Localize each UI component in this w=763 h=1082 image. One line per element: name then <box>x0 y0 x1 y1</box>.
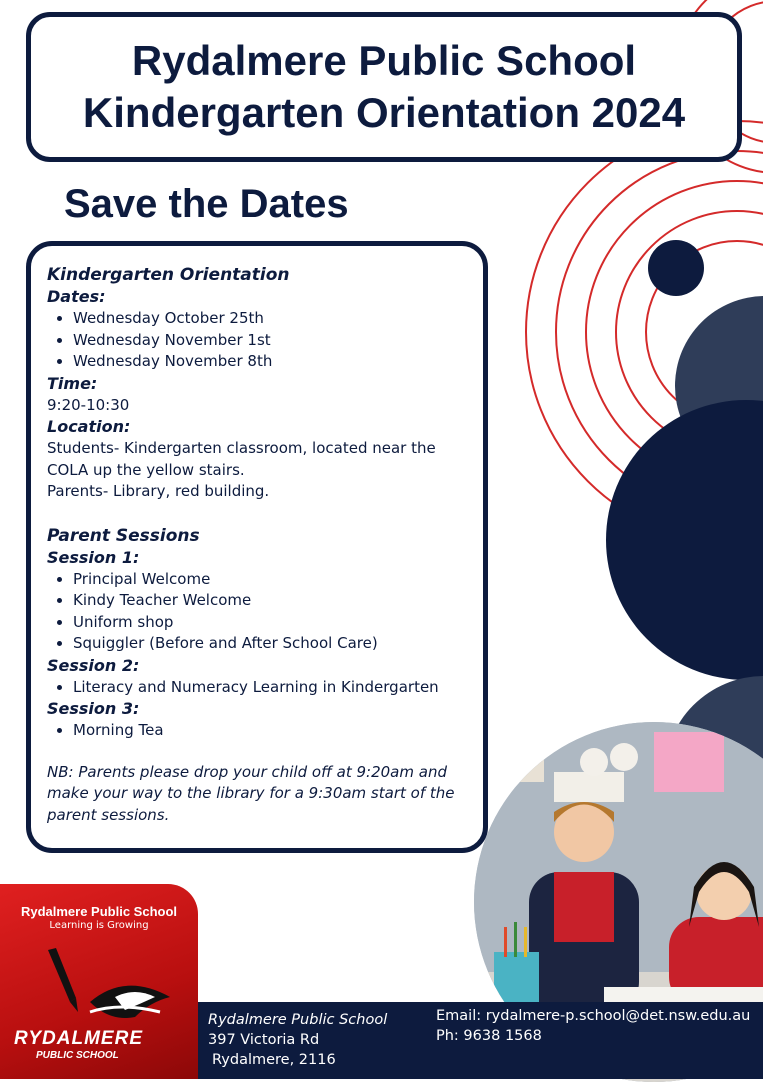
session1-list <box>47 569 473 655</box>
magpie-emblem-icon <box>30 942 180 1032</box>
time-label: Time: <box>47 373 98 393</box>
title-box <box>26 12 742 162</box>
list-item: • Wednesday November 1st <box>73 330 473 352</box>
time-value: 9:20-10:30 <box>47 395 130 414</box>
footer-street: 397 Victoria Rd <box>208 1032 320 1048</box>
address-block <box>208 1010 387 1070</box>
logo-tagline: Learning is Growing <box>49 920 149 931</box>
location-label: Location: <box>47 417 131 436</box>
location-students: Students- Kindergarten classroom, located near the COLA up the yellow stairs. <box>47 439 436 479</box>
session1-label: Session 1: <box>47 547 140 567</box>
list-item: • Literacy and Numeracy Learning in Kindergarten <box>73 677 473 699</box>
logo-school-name: Rydalmere Public School <box>20 904 178 919</box>
title-event: Kindergarten Orientation 2024 <box>82 89 686 136</box>
session3-label: Session 3: <box>47 699 140 718</box>
footer-email[interactable]: Email: rydalmere-p.school@det.nsw.edu.au <box>436 1008 751 1024</box>
list-item: • Wednesday November 8th <box>73 351 473 373</box>
footer <box>198 1002 763 1079</box>
session2-list <box>47 677 473 699</box>
logo-wordmark: RYDALMERE <box>14 1028 143 1049</box>
session2-label: Session 2: <box>47 655 140 675</box>
footer-suburb: Rydalmere, 2116 <box>212 1052 336 1068</box>
footer-phone[interactable]: Ph: 9638 1568 <box>436 1028 542 1044</box>
list-item: • Principal Welcome <box>73 569 473 591</box>
contact-block <box>436 1006 750 1046</box>
parent-note: NB: Parents please drop your child off at 9:20am and make your way to the library for a 9:30am start of the parent sessions. <box>47 762 455 824</box>
dates-list <box>47 308 473 373</box>
list-item: • Uniform shop <box>73 612 473 634</box>
location-parents: Parents- Library, red building. <box>47 482 270 500</box>
orientation-heading: Kindergarten Orientation <box>47 265 290 285</box>
list-item: • Wednesday October 25th <box>73 308 473 330</box>
title-school: Rydalmere Public School <box>131 37 637 84</box>
details-box <box>26 241 488 853</box>
list-item: • Squiggler (Before and After School Care) <box>73 633 473 655</box>
logo-wordmark-sub: PUBLIC SCHOOL <box>36 1050 119 1061</box>
dates-label: Dates: <box>47 287 106 306</box>
session3-list <box>47 720 473 742</box>
parent-sessions-heading: Parent Sessions <box>47 525 200 546</box>
save-the-dates-heading: Save the Dates <box>64 182 349 226</box>
list-item: • Kindy Teacher Welcome <box>73 590 473 612</box>
footer-school-name: Rydalmere Public School <box>208 1012 388 1028</box>
small-navy-circle <box>648 240 704 296</box>
school-logo <box>0 884 198 1079</box>
list-item: • Morning Tea <box>73 720 473 742</box>
